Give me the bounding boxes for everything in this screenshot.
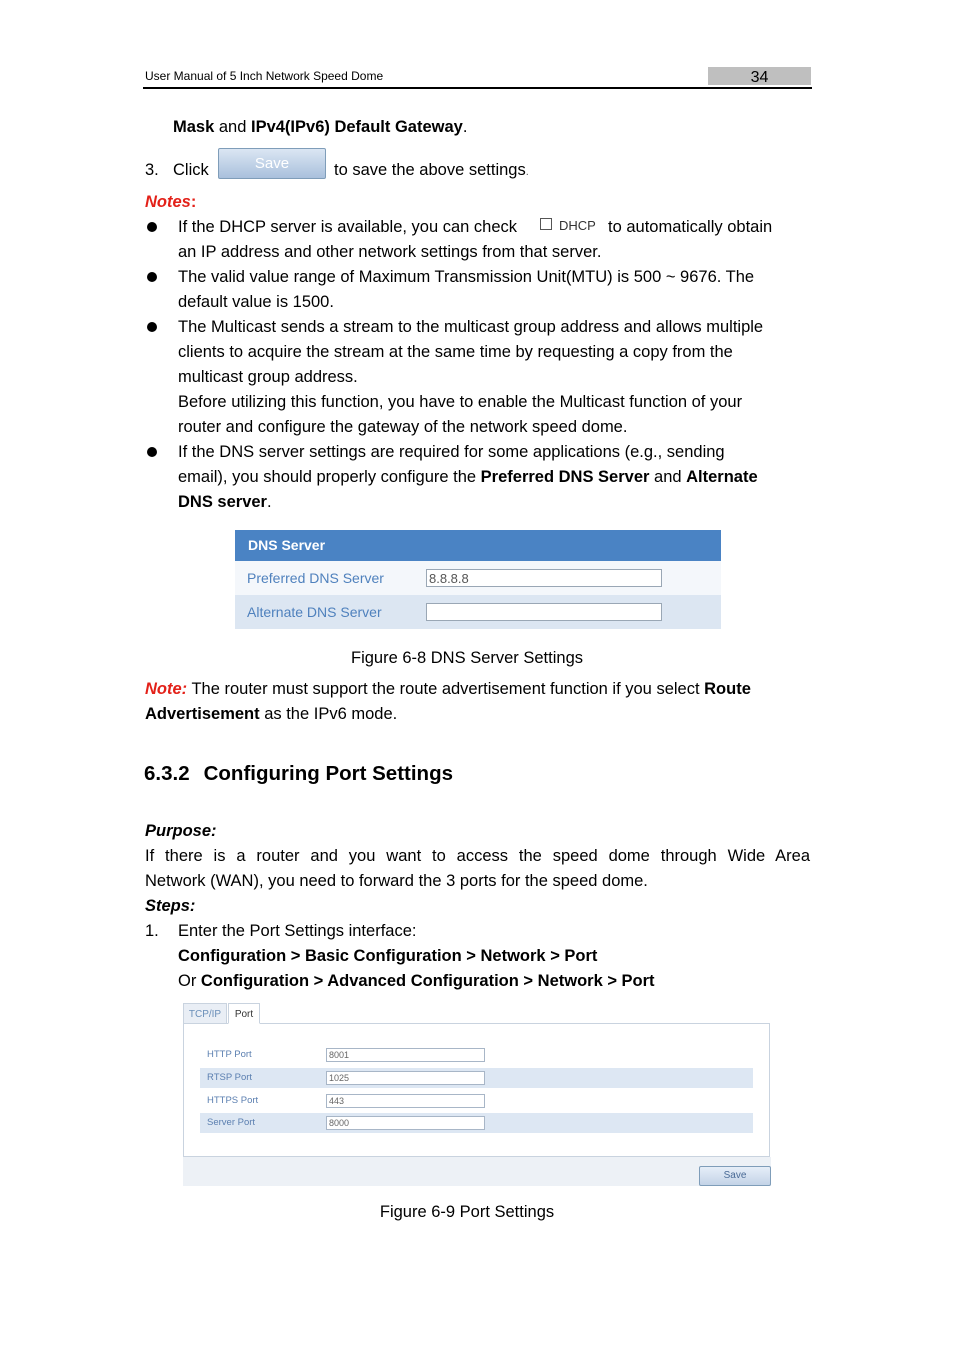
route-note-end: as the IPv6 mode. [259,705,398,723]
preferred-dns-term: Preferred DNS Server [480,468,650,486]
checkbox-icon [540,218,552,230]
step3-dot: . [525,166,529,178]
or-text: Or [178,972,201,990]
section-number: 6.3.2 [144,762,190,785]
step1-number: 1. [145,922,159,940]
mask-term: Mask [173,118,215,136]
advertisement-term: Advertisement [145,705,260,723]
port-settings-figure [183,1003,771,1186]
alternate-dns-input[interactable] [426,603,662,621]
note4-line1: If the DNS server settings are required for some applications (e.g., sending [178,443,725,461]
port-footer-bar [183,1157,771,1186]
route-note-text: The router must support the route advertisement function if you select [187,680,705,698]
note1-line1a: If the DHCP server is available, you can check [178,218,518,236]
menu-path-basic: Configuration > Basic Configuration > Network > Port [178,947,598,965]
and-text: and [649,468,687,486]
https-port-label: HTTPS Port [207,1095,259,1106]
step3-click: Click [173,161,209,179]
continuation-line [173,115,467,140]
period: . [462,118,468,136]
server-port-label: Server Port [207,1117,256,1128]
step3-text [334,158,529,185]
purpose-label: Purpose: [145,822,217,840]
port-save-button[interactable]: Save [699,1166,771,1186]
note1-line1b: to automatically obtain [608,218,773,236]
tab-port[interactable]: Port [228,1003,260,1024]
page-number: 34 [708,67,811,85]
running-header-title: User Manual of 5 Inch Network Speed Dome [145,69,384,83]
http-port-input[interactable]: 8001 [326,1048,485,1062]
note3-line1: The Multicast sends a stream to the multicast group address and allows multiple [178,318,764,336]
dns-panel-header [235,530,721,561]
https-port-input[interactable]: 443 [326,1094,485,1108]
port-panel [183,1023,770,1157]
note2-line1: The valid value range of Maximum Transmission Unit(MTU) is 500 ~ 9676. The [178,268,755,286]
bullet-icon [147,222,157,232]
header-rule [143,87,812,89]
https-port-row [200,1091,753,1111]
preferred-dns-input[interactable]: 8.8.8.8 [426,569,662,587]
note3-line4: Before utilizing this function, you have to enable the Multicast function of your [178,393,743,411]
note3-line3: multicast group address. [178,368,358,386]
preferred-dns-row [235,561,721,595]
notes-colon: : [190,193,197,211]
section-heading [144,760,453,788]
step3-rest: to save the above settings [334,161,526,179]
save-button-image: Save [218,148,326,179]
bullet-icon [147,322,157,332]
port-figure-caption: Figure 6-9 Port Settings [379,1203,555,1221]
note4-line3 [178,490,272,515]
step3-number: 3. [145,161,159,179]
purpose-line2: Network (WAN), you need to forward the 3 ports for the speed dome. [145,872,648,890]
step1-text: Enter the Port Settings interface: [178,922,417,940]
server-port-row [200,1113,753,1133]
dns-figure-caption: Figure 6-8 DNS Server Settings [350,649,583,667]
note2-line2: default value is 1500. [178,293,334,311]
notes-label: Notes [145,193,191,211]
dns-header-text: DNS Server [248,537,326,553]
menu-path-advanced-line [178,969,655,994]
preferred-dns-label: Preferred DNS Server [247,570,384,586]
tab-tcpip[interactable]: TCP/IP [183,1003,227,1024]
alternate-term: Alternate [686,468,758,486]
menu-path-advanced: Configuration > Advanced Configuration > Network > Port [200,972,655,990]
rtsp-port-row [200,1068,753,1088]
note-label: Note: [145,680,188,698]
http-port-row [200,1045,753,1065]
alternate-dns-label: Alternate DNS Server [247,604,382,620]
dns-server-term: DNS server [178,493,267,511]
purpose-line1: If there is a router and you want to access the speed dome through Wide Area [145,847,810,865]
note1-line2: an IP address and other network settings from that server. [178,243,602,261]
section-title: Configuring Port Settings [203,762,454,785]
rtsp-port-label: RTSP Port [207,1072,253,1083]
bullet-icon [147,447,157,457]
note4-line2 [178,465,758,490]
notes-heading [145,190,196,215]
gateway-term: IPv4(IPv6) Default Gateway [250,118,463,136]
note3-line2: clients to acquire the stream at the same time by requesting a copy from the [178,343,733,361]
route-term: Route [704,680,751,698]
and-text: and [214,118,251,136]
note4-text: email), you should properly configure the [178,468,481,486]
note3-line5: router and configure the gateway of the network speed dome. [178,418,628,436]
http-port-label: HTTP Port [207,1049,252,1060]
bullet-icon [147,272,157,282]
steps-label: Steps: [145,897,196,915]
dns-server-figure [235,530,721,629]
alternate-dns-row [235,595,721,629]
server-port-input[interactable]: 8000 [326,1116,485,1130]
dhcp-label: DHCP [559,218,596,233]
route-note-line2 [145,702,397,727]
period: . [266,493,272,511]
rtsp-port-input[interactable]: 1025 [326,1071,485,1085]
route-note-line1 [145,677,751,702]
